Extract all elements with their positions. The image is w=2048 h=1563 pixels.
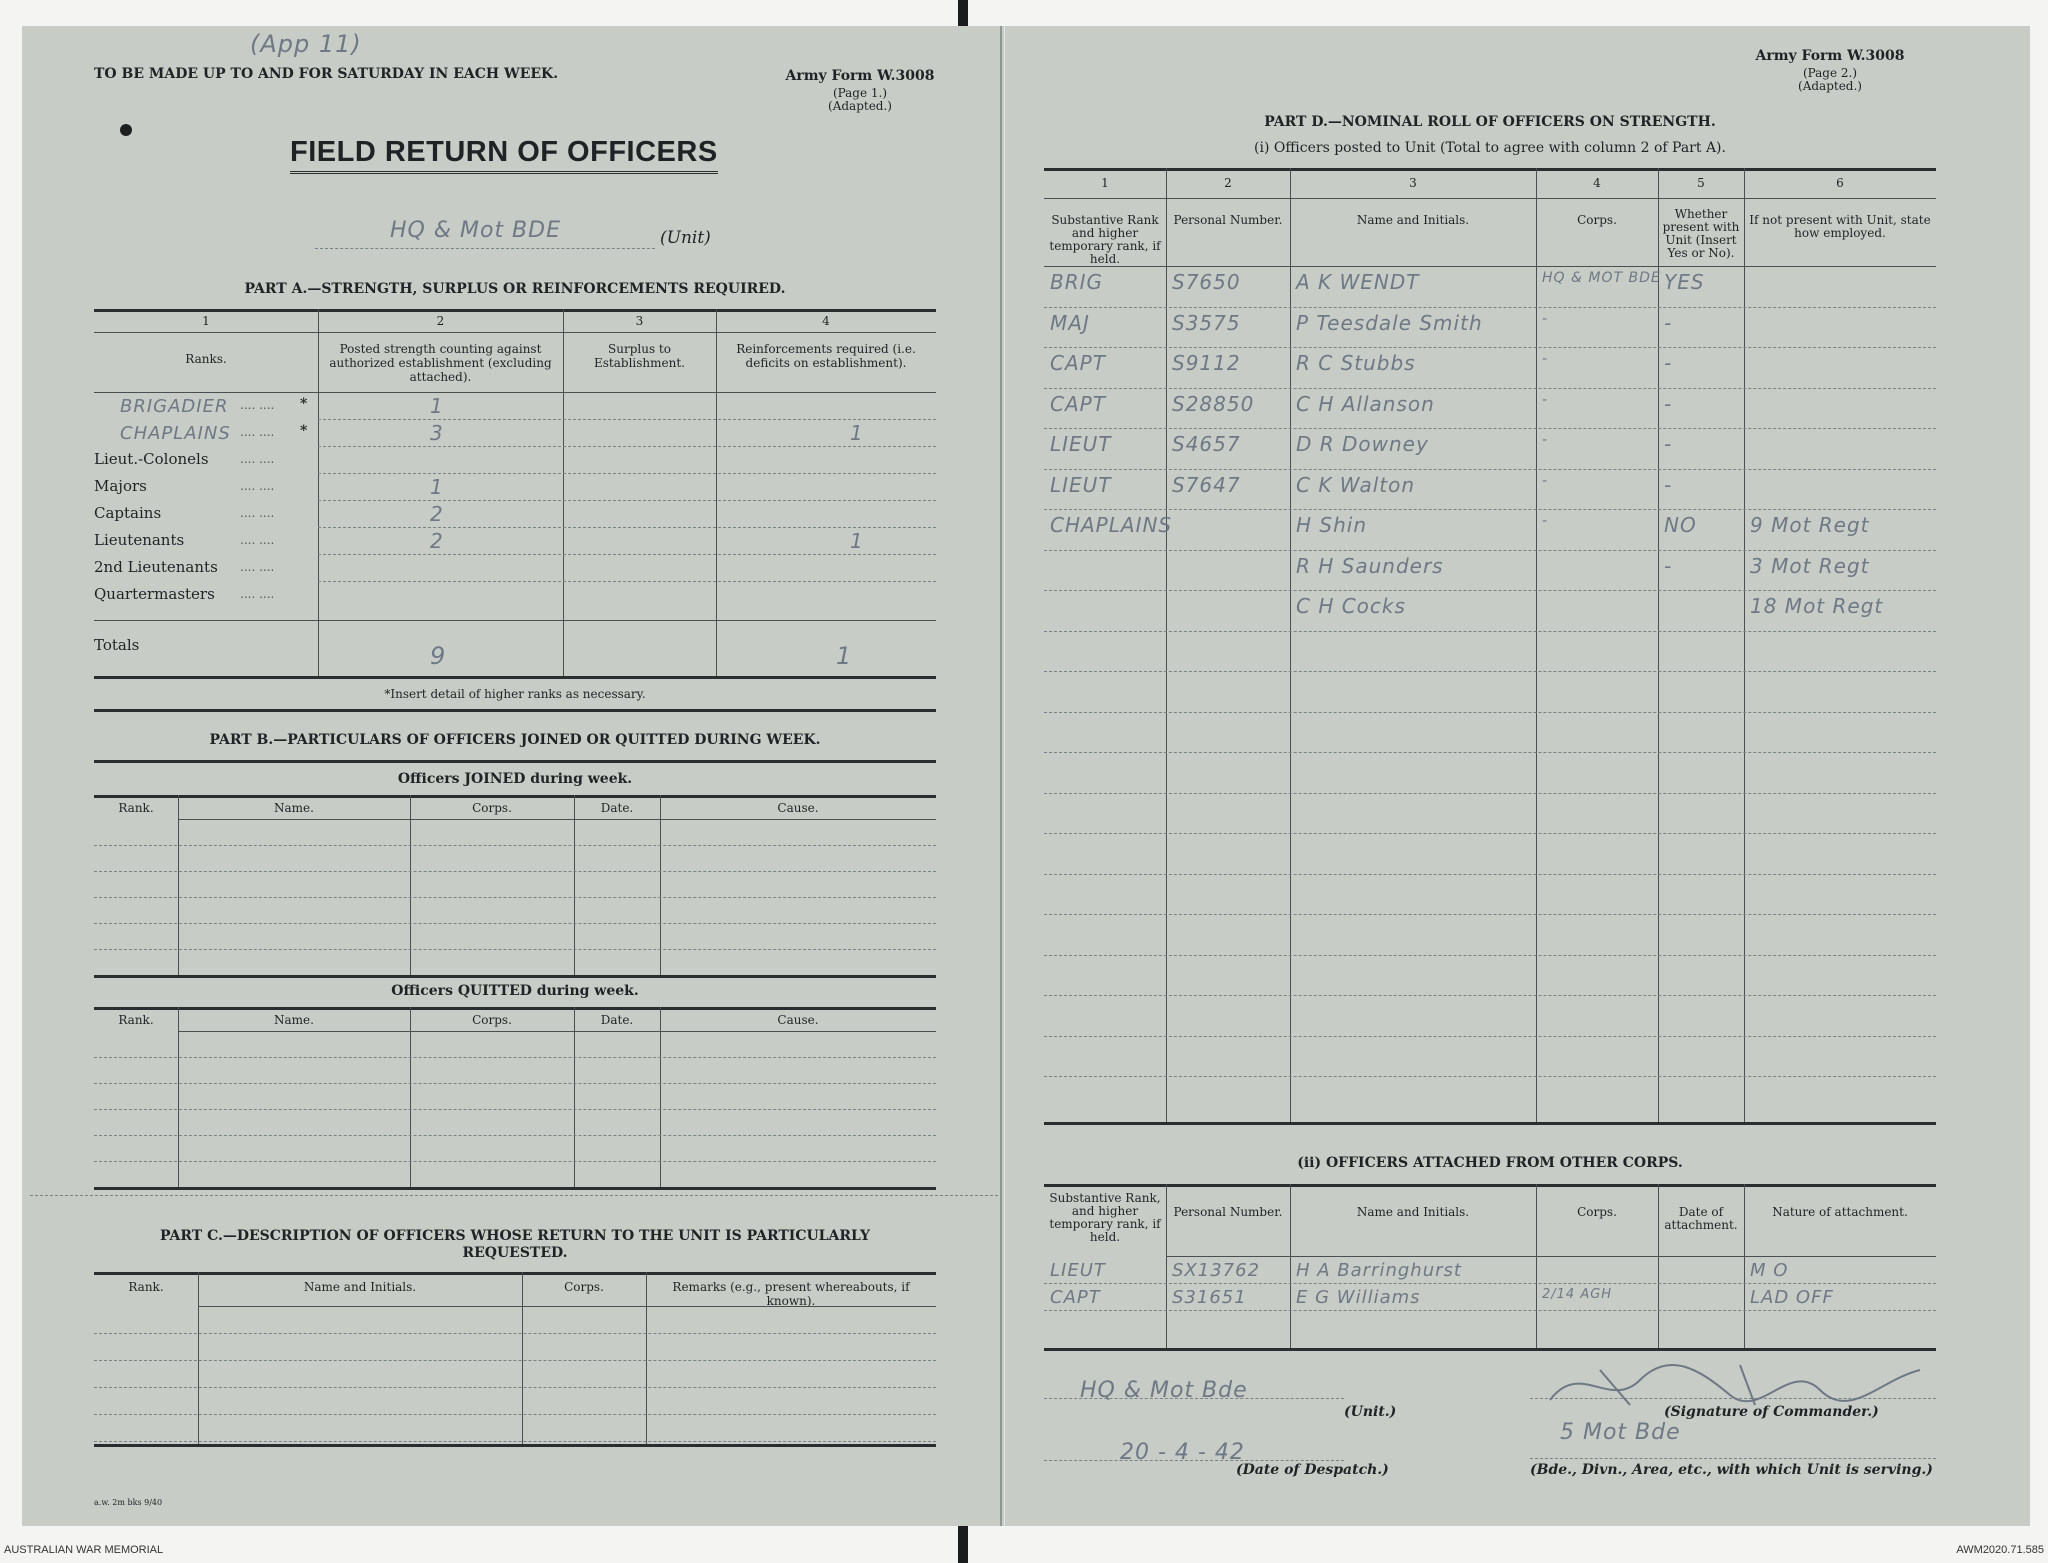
part-d-row-rule xyxy=(1044,307,1936,308)
part-d-cell: BRIG xyxy=(1050,270,1104,294)
punch-hole xyxy=(120,124,132,136)
part-d-cell: P Teesdale Smith xyxy=(1296,310,1483,335)
attached-divider xyxy=(1658,1184,1659,1348)
quitted-row-rule xyxy=(94,1057,936,1058)
part-d-cell: S7650 xyxy=(1172,270,1241,294)
dot-leader: .... .... xyxy=(240,452,275,466)
unit-value-p2: HQ & Mot Bde xyxy=(1080,1378,1248,1403)
part-d-cell: - xyxy=(1664,391,1673,416)
attached-cell: M O xyxy=(1750,1260,1789,1281)
part-d-divider xyxy=(1658,168,1659,1122)
part-d-col-heading: Substantive Rank and higher temporary rank, if held. xyxy=(1049,213,1161,266)
part-c-col-heading: Rank. xyxy=(128,1280,164,1294)
part-d-cell: - xyxy=(1542,472,1549,489)
part-d-row-rule xyxy=(1044,590,1936,591)
joined-col-heading: Rank. xyxy=(118,801,154,815)
signature-label: (Signature of Commander.) xyxy=(1664,1404,1879,1420)
quitted-col-heading: Cause. xyxy=(777,1013,819,1027)
part-d-cell: C H Cocks xyxy=(1296,594,1406,618)
joined-col-heading: Corps. xyxy=(472,801,512,815)
header-rule xyxy=(94,392,936,393)
part-d-cell: H Shin xyxy=(1296,513,1367,537)
part-d-row-rule xyxy=(1044,347,1936,348)
part-c-col-heading: Corps. xyxy=(564,1280,604,1294)
part-d-cell: 3 Mot Regt xyxy=(1750,553,1870,578)
part-c-col-heading: Remarks (e.g., present whereabouts, if known). xyxy=(672,1280,910,1308)
part-d-cell: MAJ xyxy=(1050,310,1090,335)
part-d-cell: R C Stubbs xyxy=(1296,351,1416,375)
part-d-header-rule xyxy=(1044,266,1936,267)
part-d-cell: - xyxy=(1542,351,1549,367)
part-d-cell: YES xyxy=(1664,270,1705,294)
attached-row-rule xyxy=(1044,1283,1936,1284)
footer-accession: AWM2020.71.585 xyxy=(1956,1544,2044,1556)
tear-line xyxy=(30,1195,998,1196)
date-line xyxy=(1044,1460,1344,1461)
page-fold-highlight xyxy=(1004,26,1005,1526)
joined-row-rule xyxy=(94,949,936,950)
attached-header-rule xyxy=(1166,1256,1936,1257)
attached-cell: 2/14 AGH xyxy=(1542,1287,1613,1302)
attached-cell: H A Barringhurst xyxy=(1296,1260,1462,1281)
quitted-bottom-rule xyxy=(94,1187,936,1190)
date-value: 20 - 4 - 42 xyxy=(1120,1440,1245,1465)
part-d-cell: CAPT xyxy=(1050,391,1106,416)
attached-col-heading: Corps. xyxy=(1577,1205,1617,1219)
quitted-row-rule xyxy=(94,1083,936,1084)
part-a-top-rule xyxy=(94,309,936,312)
instruction-text: TO BE MADE UP TO AND FOR SATURDAY IN EACH WEEK. xyxy=(94,66,559,82)
col-heading: Posted strength counting against authorized establishment (excluding attached). xyxy=(329,342,552,384)
quitted-divider xyxy=(574,1007,575,1187)
part-d-col-number: 6 xyxy=(1836,176,1844,190)
quitted-col-heading: Date. xyxy=(600,1013,634,1027)
attached-cell: E G Williams xyxy=(1296,1287,1421,1308)
part-d-col-num-rule xyxy=(1044,198,1936,199)
page-number: (Page 1.) xyxy=(832,86,888,100)
part-c-bottom-rule xyxy=(94,1444,936,1447)
part-d-cell: LIEUT xyxy=(1050,432,1112,456)
joined-row-rule xyxy=(94,845,936,846)
totals-bottom-rule xyxy=(94,676,936,679)
part-c-heading: PART C.—DESCRIPTION OF OFFICERS WHOSE RETURN TO THE UNIT IS PARTICULARLY REQUESTED. xyxy=(160,1228,870,1261)
part-d-row-rule xyxy=(1044,671,1936,672)
joined-header-rule xyxy=(178,819,936,820)
col-number: 2 xyxy=(436,314,445,328)
joined-col-heading: Name. xyxy=(274,801,314,815)
part-d-row-rule xyxy=(1044,752,1936,753)
part-c-row-rule xyxy=(94,1441,936,1442)
quitted-col-heading: Rank. xyxy=(118,1013,154,1027)
part-d-cell: - xyxy=(1542,432,1549,448)
part-d-row-rule xyxy=(1044,509,1936,510)
attached-divider xyxy=(1744,1184,1745,1348)
joined-divider xyxy=(574,795,575,975)
rank-label: 2nd Lieutenants xyxy=(94,558,218,576)
part-c-divider xyxy=(646,1272,647,1444)
page-number-p2: (Page 2.) xyxy=(1802,66,1858,80)
part-d-cell: S4657 xyxy=(1172,432,1241,456)
part-d-bottom-rule xyxy=(1044,1122,1936,1125)
part-d-cell: D R Downey xyxy=(1296,432,1429,456)
serving-label: (Bde., Divn., Area, etc., with which Unit is serving.) xyxy=(1530,1462,1933,1478)
row-rule xyxy=(318,419,936,420)
part-d-col-heading: If not present with Unit, state how employed. xyxy=(1749,213,1931,240)
part-d-row-rule xyxy=(1044,469,1936,470)
part-d-heading: PART D.—NOMINAL ROLL OF OFFICERS ON STRENGTH. xyxy=(1264,114,1716,130)
quitted-top-rule xyxy=(94,1007,936,1010)
col-number: 4 xyxy=(822,314,830,328)
part-d-divider xyxy=(1166,168,1167,1122)
part-d-cell: - xyxy=(1664,553,1673,578)
part-d-row-rule xyxy=(1044,388,1936,389)
attached-divider xyxy=(1166,1184,1167,1348)
part-d-cell: - xyxy=(1664,432,1673,456)
serving-value: 5 Mot Bde xyxy=(1560,1420,1681,1445)
part-d-divider xyxy=(1536,168,1537,1122)
joined-row-rule xyxy=(94,871,936,872)
col-heading: Surplus to Establishment. xyxy=(594,342,685,370)
part-d-row-rule xyxy=(1044,1076,1936,1077)
unit-label-p2: (Unit.) xyxy=(1344,1404,1397,1420)
part-d-cell: R H Saunders xyxy=(1296,553,1444,578)
part-d-col-heading: Name and Initials. xyxy=(1356,213,1470,227)
col-num-rule xyxy=(94,332,936,333)
quitted-divider xyxy=(178,1007,179,1187)
part-b-top-rule xyxy=(94,760,936,763)
adapted-label-p2: (Adapted.) xyxy=(1798,79,1862,93)
joined-row-rule xyxy=(94,897,936,898)
row-rule xyxy=(318,581,936,582)
row-rule xyxy=(318,473,936,474)
row-rule xyxy=(318,527,936,528)
posted-value: 2 xyxy=(430,502,444,526)
joined-col-heading: Date. xyxy=(600,801,634,815)
part-b-heading: PART B.—PARTICULARS OF OFFICERS JOINED OR QUITTED DURING WEEK. xyxy=(209,732,821,748)
part-d-row-rule xyxy=(1044,793,1936,794)
joined-divider xyxy=(410,795,411,975)
reinf-value: 1 xyxy=(850,421,864,445)
dot-leader: .... .... xyxy=(240,506,275,520)
part-d-cell: CHAPLAINS xyxy=(1050,513,1173,537)
part-c-divider xyxy=(198,1272,199,1444)
part-d-col-heading: Corps. xyxy=(1577,213,1617,227)
rank-label: Majors xyxy=(94,477,147,495)
unit-line xyxy=(315,248,655,249)
part-d-row-rule xyxy=(1044,874,1936,875)
rank-label: Quartermasters xyxy=(94,585,215,603)
quitted-row-rule xyxy=(94,1135,936,1136)
attached-cell: S31651 xyxy=(1172,1287,1247,1308)
attached-cell: LAD OFF xyxy=(1750,1287,1834,1308)
rank-label: Captains xyxy=(94,504,162,522)
posted-value: 2 xyxy=(430,529,444,553)
part-d-row-rule xyxy=(1044,995,1936,996)
attached-top-rule xyxy=(1044,1184,1936,1187)
part-c-row-rule xyxy=(94,1333,936,1334)
dot-leader: .... .... xyxy=(240,560,275,574)
page-title: FIELD RETURN OF OFFICERS xyxy=(290,136,718,174)
part-d-cell: - xyxy=(1664,310,1673,335)
footer-credit: AUSTRALIAN WAR MEMORIAL xyxy=(4,1544,164,1556)
unit-value: HQ & Mot BDE xyxy=(390,218,561,243)
dot-leader: .... .... xyxy=(240,587,275,601)
reinf-value: 1 xyxy=(850,529,864,553)
part-d-cell: - xyxy=(1664,472,1673,497)
part-d-col-number: 3 xyxy=(1409,176,1417,190)
joined-row-rule xyxy=(94,923,936,924)
part-c-row-rule xyxy=(94,1360,936,1361)
attached-col-heading: Substantive Rank, and higher temporary rank, if held. xyxy=(1049,1191,1161,1244)
part-d-row-rule xyxy=(1044,955,1936,956)
part-d-cell: A K WENDT xyxy=(1296,270,1420,294)
totals-reinf: 1 xyxy=(836,642,853,670)
rank-label: Lieut.-Colonels xyxy=(94,450,209,468)
part-d-cell: CAPT xyxy=(1050,351,1106,375)
part-d-cell: S28850 xyxy=(1172,391,1255,416)
part-d-cell: C K Walton xyxy=(1296,472,1416,497)
part-d-row-rule xyxy=(1044,1036,1936,1037)
adapted-label: (Adapted.) xyxy=(828,99,892,113)
quitted-heading: Officers QUITTED during week. xyxy=(391,983,639,999)
part-d-col-number: 1 xyxy=(1101,176,1109,190)
part-d-col-heading: Whether present with Unit (Insert Yes or No). xyxy=(1662,207,1740,260)
quitted-col-heading: Name. xyxy=(274,1013,314,1027)
attached-col-heading: Nature of attachment. xyxy=(1772,1205,1908,1219)
part-d-row-rule xyxy=(1044,712,1936,713)
part-d-col-number: 2 xyxy=(1224,176,1232,190)
part-d-row-rule xyxy=(1044,631,1936,632)
totals-posted: 9 xyxy=(430,642,447,670)
part-d-cell: - xyxy=(1542,391,1549,408)
part-c-header-rule xyxy=(198,1306,936,1307)
page-fold xyxy=(1000,26,1002,1526)
quitted-col-heading: Corps. xyxy=(472,1013,512,1027)
part-d-row-rule xyxy=(1044,428,1936,429)
date-label: (Date of Despatch.) xyxy=(1236,1462,1389,1478)
dot-leader: .... .... xyxy=(240,533,275,547)
rank-label: CHAPLAINS xyxy=(120,423,231,444)
part-c-row-rule xyxy=(94,1387,936,1388)
asterisk-marker: * xyxy=(300,396,308,412)
part-c-top-rule xyxy=(94,1272,936,1275)
attached-divider xyxy=(1290,1184,1291,1348)
attached-col-heading: Date of attachment. xyxy=(1664,1205,1738,1232)
joined-bottom-rule xyxy=(94,975,936,978)
form-number-p2: Army Form W.3008 xyxy=(1755,48,1905,64)
quitted-row-rule xyxy=(94,1109,936,1110)
posted-value: 1 xyxy=(430,394,444,418)
col-number: 1 xyxy=(202,314,210,328)
totals-label: Totals xyxy=(94,636,140,654)
attached-divider xyxy=(1536,1184,1537,1348)
rank-label: BRIGADIER xyxy=(120,396,229,417)
part-d-row-rule xyxy=(1044,550,1936,551)
col-heading: Reinforcements required (i.e. deficits on establishment). xyxy=(736,342,916,370)
attached-col-heading: Personal Number. xyxy=(1173,1205,1283,1219)
joined-divider xyxy=(660,795,661,975)
quitted-header-rule xyxy=(178,1031,936,1032)
attached-cell: CAPT xyxy=(1050,1287,1101,1308)
posted-value: 1 xyxy=(430,475,444,499)
joined-divider xyxy=(178,795,179,975)
part-d-cell: - xyxy=(1664,351,1673,375)
dot-leader: .... .... xyxy=(240,425,275,439)
attached-heading: (ii) OFFICERS ATTACHED FROM OTHER CORPS. xyxy=(1297,1155,1683,1171)
part-d-row-rule xyxy=(1044,833,1936,834)
col-heading: Ranks. xyxy=(185,352,227,366)
part-c-col-heading: Name and Initials. xyxy=(303,1280,417,1294)
unit-label: (Unit) xyxy=(660,228,711,248)
part-d-row-rule xyxy=(1044,914,1936,915)
part-d-cell: S9112 xyxy=(1172,351,1241,375)
part-d-cell: S3575 xyxy=(1172,310,1241,335)
totals-rule xyxy=(94,620,936,621)
unit-line-p2 xyxy=(1044,1398,1344,1399)
joined-heading: Officers JOINED during week. xyxy=(397,771,633,787)
quitted-divider xyxy=(660,1007,661,1187)
part-a-bottom-rule xyxy=(94,709,936,712)
part-d-col-number: 4 xyxy=(1593,176,1601,190)
asterisk-marker: * xyxy=(300,423,308,439)
part-c-row-rule xyxy=(94,1414,936,1415)
part-d-cell: S7647 xyxy=(1172,472,1241,497)
rank-label: Lieutenants xyxy=(94,531,185,549)
quitted-divider xyxy=(410,1007,411,1187)
part-d-cell: LIEUT xyxy=(1050,472,1112,497)
joined-col-heading: Cause. xyxy=(777,801,819,815)
attached-cell: SX13762 xyxy=(1172,1260,1261,1281)
part-a-note: *Insert detail of higher ranks as necessary. xyxy=(384,687,646,701)
form-number: Army Form W.3008 xyxy=(785,68,935,84)
col-number: 3 xyxy=(635,314,644,328)
part-d-cell: 9 Mot Regt xyxy=(1750,513,1870,537)
part-d-subheading: (i) Officers posted to Unit (Total to agree with column 2 of Part A). xyxy=(1254,140,1726,156)
part-a-heading: PART A.—STRENGTH, SURPLUS OR REINFORCEMENTS REQUIRED. xyxy=(244,281,786,297)
quitted-row-rule xyxy=(94,1161,936,1162)
part-d-col-number: 5 xyxy=(1697,176,1705,190)
part-d-top-rule xyxy=(1044,168,1936,171)
row-rule xyxy=(318,554,936,555)
attached-col-heading: Name and Initials. xyxy=(1356,1205,1470,1219)
print-code: a.w. 2m bks 9/40 xyxy=(94,1498,163,1507)
part-d-cell: NO xyxy=(1664,513,1697,537)
posted-value: 3 xyxy=(430,421,444,445)
part-d-cell: C H Allanson xyxy=(1296,391,1435,416)
part-d-divider xyxy=(1290,168,1291,1122)
binder-clip-bottom xyxy=(958,1525,968,1563)
joined-top-rule xyxy=(94,795,936,798)
dot-leader: .... .... xyxy=(240,479,275,493)
row-rule xyxy=(318,500,936,501)
dot-leader: .... .... xyxy=(240,398,275,412)
part-d-cell: - xyxy=(1542,310,1549,327)
serving-line xyxy=(1530,1458,1936,1459)
attached-cell: LIEUT xyxy=(1050,1260,1106,1281)
annotation: (App 11) xyxy=(250,30,362,58)
part-d-cell: - xyxy=(1542,513,1549,529)
part-c-divider xyxy=(522,1272,523,1444)
part-d-divider xyxy=(1744,168,1745,1122)
part-d-cell: HQ & MOT BDE xyxy=(1542,270,1661,286)
part-d-cell: 18 Mot Regt xyxy=(1750,594,1884,618)
part-d-col-heading: Personal Number. xyxy=(1173,213,1283,227)
row-rule xyxy=(318,446,936,447)
attached-row-rule xyxy=(1044,1310,1936,1311)
